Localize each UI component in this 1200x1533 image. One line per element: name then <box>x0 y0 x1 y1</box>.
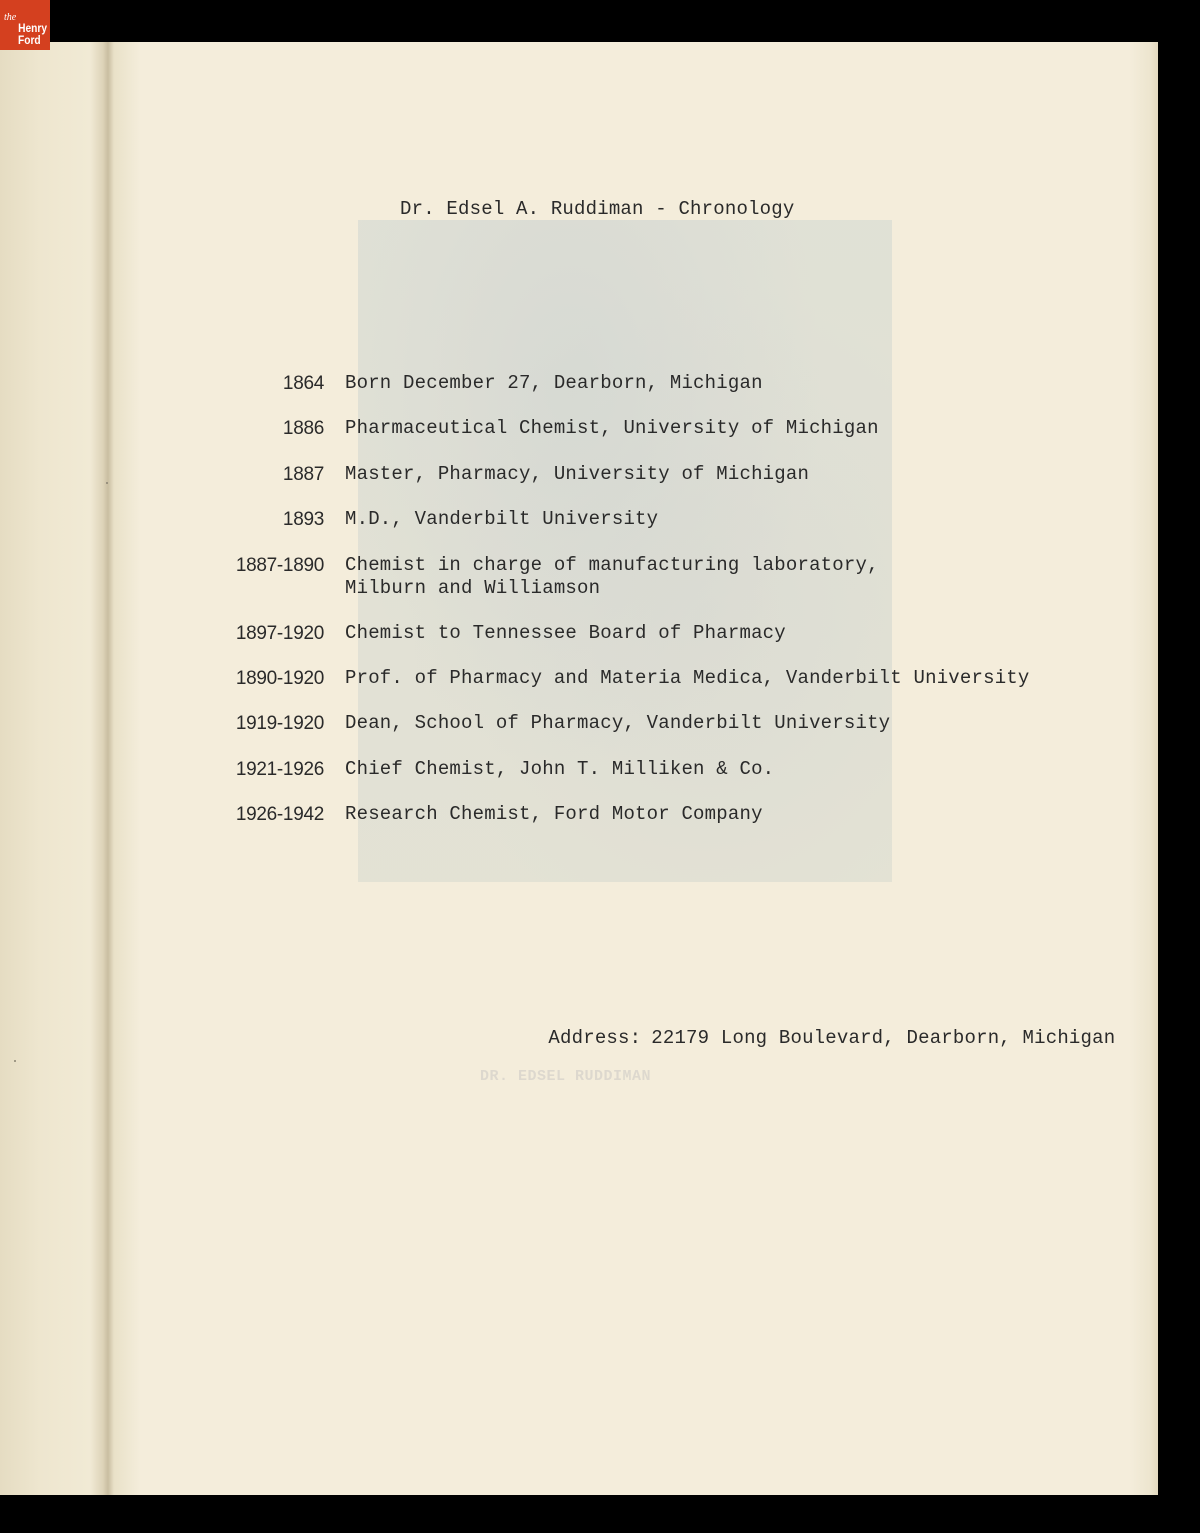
chronology-description <box>345 712 890 735</box>
chronology-description-line: Chemist to Tennessee Board of Pharmacy <box>345 622 786 644</box>
chronology-description <box>345 803 763 826</box>
chronology-years: 1921-1926 <box>235 759 324 780</box>
document-page <box>0 42 1158 1495</box>
chronology-description <box>345 417 879 440</box>
page-title: Dr. Edsel A. Ruddiman - Chronology <box>400 198 795 220</box>
chronology-years: 1893 <box>282 509 324 530</box>
logo-ford-text: Ford <box>18 33 41 47</box>
the-henry-ford-logo <box>0 0 50 50</box>
logo-the-text: the <box>4 12 17 23</box>
chronology-description <box>345 463 809 486</box>
chronology-years: 1886 <box>282 418 324 439</box>
chronology-description <box>345 622 786 645</box>
chronology-years: 1887 <box>282 464 324 485</box>
chronology-description-line: Chief Chemist, John T. Milliken & Co. <box>345 758 775 780</box>
logo-henry-text: Henry <box>18 21 47 35</box>
chronology-description-line: Born December 27, Dearborn, Michigan <box>345 372 763 394</box>
chronology-description <box>345 554 879 600</box>
paper-speck <box>14 1060 16 1062</box>
chronology-years: 1887-1890 <box>235 555 324 576</box>
paper-speck <box>106 482 108 484</box>
chronology-years: 1864 <box>282 373 324 394</box>
chronology-description-line: Research Chemist, Ford Motor Company <box>345 803 763 825</box>
address-line <box>502 1005 1115 1071</box>
chronology-description-line: M.D., Vanderbilt University <box>345 508 659 530</box>
chronology-years: 1919-1920 <box>235 713 324 734</box>
bleed-through-photo <box>358 220 892 882</box>
chronology-description-line: Chemist in charge of manufacturing laboratory, <box>345 554 879 576</box>
chronology-description-line: Master, Pharmacy, University of Michigan <box>345 463 810 485</box>
chronology-years: 1890-1920 <box>235 668 324 689</box>
chronology-description <box>345 508 658 531</box>
chronology-years: 1897-1920 <box>235 623 324 644</box>
bleed-through-caption: DR. EDSEL RUDDIMAN <box>480 1068 652 1085</box>
chronology-description-line: Dean, School of Pharmacy, Vanderbilt University <box>345 712 891 734</box>
address-label: Address: <box>548 1027 642 1049</box>
chronology-description <box>345 372 763 395</box>
chronology-years: 1926-1942 <box>235 804 324 825</box>
chronology-description-line: Milburn and Williamson <box>345 577 601 599</box>
chronology-description <box>345 758 774 781</box>
chronology-description <box>345 667 1030 690</box>
chronology-description-line: Pharmaceutical Chemist, University of Michigan <box>345 417 879 439</box>
chronology-description-line: Prof. of Pharmacy and Materia Medica, Vanderbilt University <box>345 667 1030 689</box>
address-value: 22179 Long Boulevard, Dearborn, Michigan <box>651 1027 1116 1049</box>
